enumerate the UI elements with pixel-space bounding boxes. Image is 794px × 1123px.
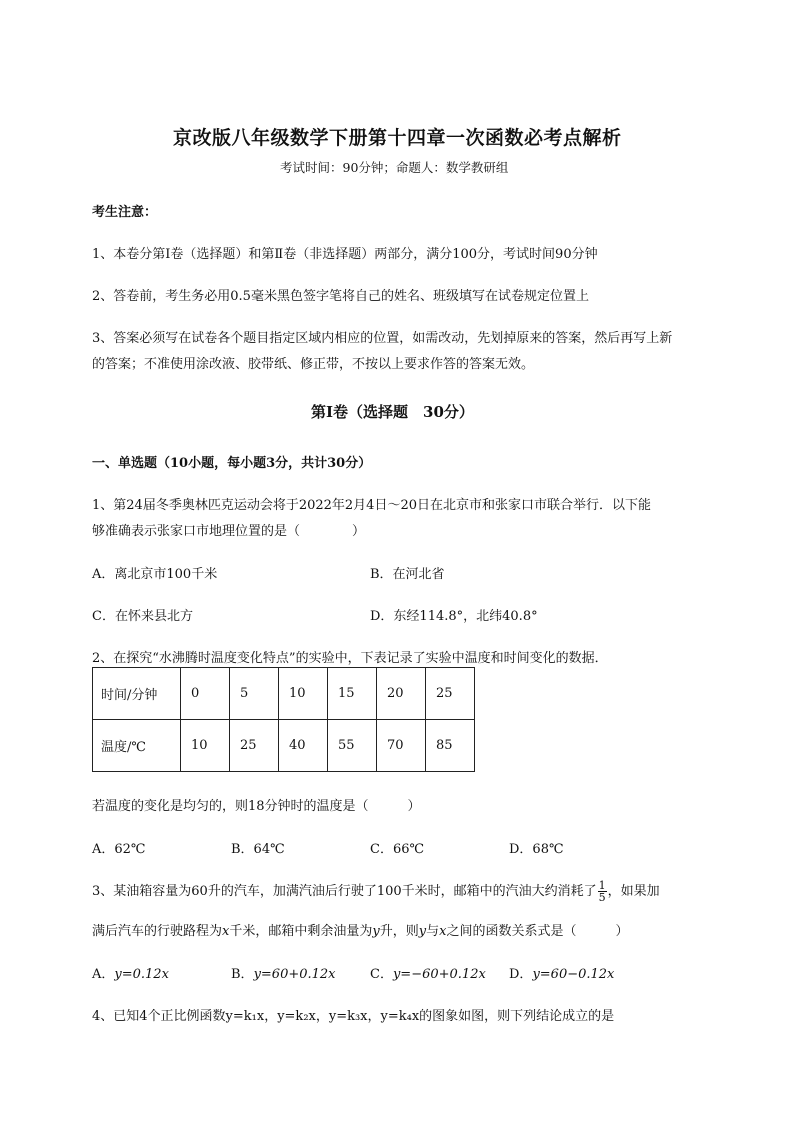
section-heading: 一、单选题（10小题，每小题3分，共计30分） [92,456,372,471]
notice-item-2: 2、答卷前，考生务必用0.5毫米黑色签字笔将自己的姓名、班级填写在试卷规定位置上 [92,289,589,304]
q3-text: 之间的函数关系式是（ ） [446,924,629,939]
q3-option-c[interactable] [370,963,486,982]
exam-info: 考试时间：90分钟；命题人：数学教研组 [280,160,509,175]
option-expression: y=60−0.12x [532,967,615,982]
variable-y: y [372,924,380,939]
option-letter: B． [231,967,254,982]
option-letter: C． [370,967,393,982]
table-cell: 25 [230,720,279,772]
table-cell: 85 [426,720,475,772]
table-cell: 10 [181,720,230,772]
variable-x: x [439,924,447,939]
fraction-denominator: 5 [598,891,606,904]
variable-y: y [418,924,427,939]
q1-option-b[interactable]: B．在河北省 [370,567,445,582]
q3-stem-text-a: 3、某油箱容量为60升的汽车，加满汽油后行驶了100千米时，邮箱中的汽油大约消耗了 [92,884,597,899]
table-cell: 15 [328,668,377,720]
table-header-temperature: 温度/℃ [93,720,181,772]
table-row [93,720,475,772]
q4-stem-line1: 4、已知4个正比例函数y=k₁x，y=k₂x，y=k₃x，y=k₄x的图象如图，则下列结论成立的是 [92,1009,615,1024]
notice-item-3: 3、答案必须写在试卷各个题目指定区域内相应的位置，如需改动，先划掉原来的答案，然后再写上新 [92,331,673,346]
q3-stem-line1 [92,880,660,903]
page-title: 京改版八年级数学下册第十四章一次函数必考点解析 [173,127,622,149]
q3-text: 满后汽车的行驶路程为 [92,924,223,939]
q2-data-table [92,667,475,772]
q2-stem: 2、在探究“水沸腾时温度变化特点”的实验中，下表记录了实验中温度和时间变化的数据． [92,651,608,666]
q3-stem-text-b: ，如果加 [607,884,660,899]
q3-text: 千米，邮箱中剩余油量为 [229,924,373,939]
fraction-numerator: 1 [598,879,606,892]
q1-option-c[interactable]: C．在怀来县北方 [92,609,193,624]
notice-heading: 考生注意： [92,205,158,220]
q3-text: 与 [426,924,440,939]
notice-item-3-cont: 的答案；不准使用涂改液、胶带纸、修正带，不按以上要求作答的答案无效。 [92,357,535,372]
q1-option-d[interactable]: D．东经114.8°，北纬40.8° [370,609,538,624]
table-row [93,668,475,720]
table-header-time: 时间/分钟 [93,668,181,720]
table-cell: 0 [181,668,230,720]
q3-text: 升，则 [379,924,419,939]
q1-stem-line1: 1、第24届冬季奥林匹克运动会将于2022年2月4日～20日在北京市和张家口市联合举行．以下能 [92,498,651,513]
table-cell: 5 [230,668,279,720]
table-cell: 55 [328,720,377,772]
option-letter: A． [92,967,115,982]
q2-question: 若温度的变化是均匀的，则18分钟时的温度是（ ） [92,799,421,814]
q3-option-a[interactable] [92,963,169,982]
table-cell: 25 [426,668,475,720]
table-cell: 10 [279,668,328,720]
q3-option-d[interactable] [509,963,614,982]
q3-option-b[interactable] [231,963,336,982]
notice-item-1: 1、本卷分第I卷（选择题）和第Ⅱ卷（非选择题）两部分，满分100分，考试时间90分钟 [92,247,598,262]
option-expression: y=0.12x [114,967,169,982]
option-letter: D． [509,967,533,982]
q1-stem-line2: 够准确表示张家口市地理位置的是（ ） [92,524,366,539]
option-expression: y=60+0.12x [253,967,336,982]
table-cell: 20 [377,668,426,720]
q2-option-d[interactable]: D．68℃ [509,842,564,857]
table-cell: 70 [377,720,426,772]
part-title: 第I卷（选择题 30分） [311,403,474,421]
variable-x: x [222,924,230,939]
fraction [598,880,607,903]
option-expression: y=−60+0.12x [392,967,486,982]
q2-option-c[interactable]: C．66℃ [370,842,425,857]
q3-stem-line2 [92,920,628,939]
q2-option-a[interactable]: A．62℃ [92,842,146,857]
q1-option-a[interactable]: A．离北京市100千米 [92,567,218,582]
q2-option-b[interactable]: B．64℃ [231,842,285,857]
table-cell: 40 [279,720,328,772]
